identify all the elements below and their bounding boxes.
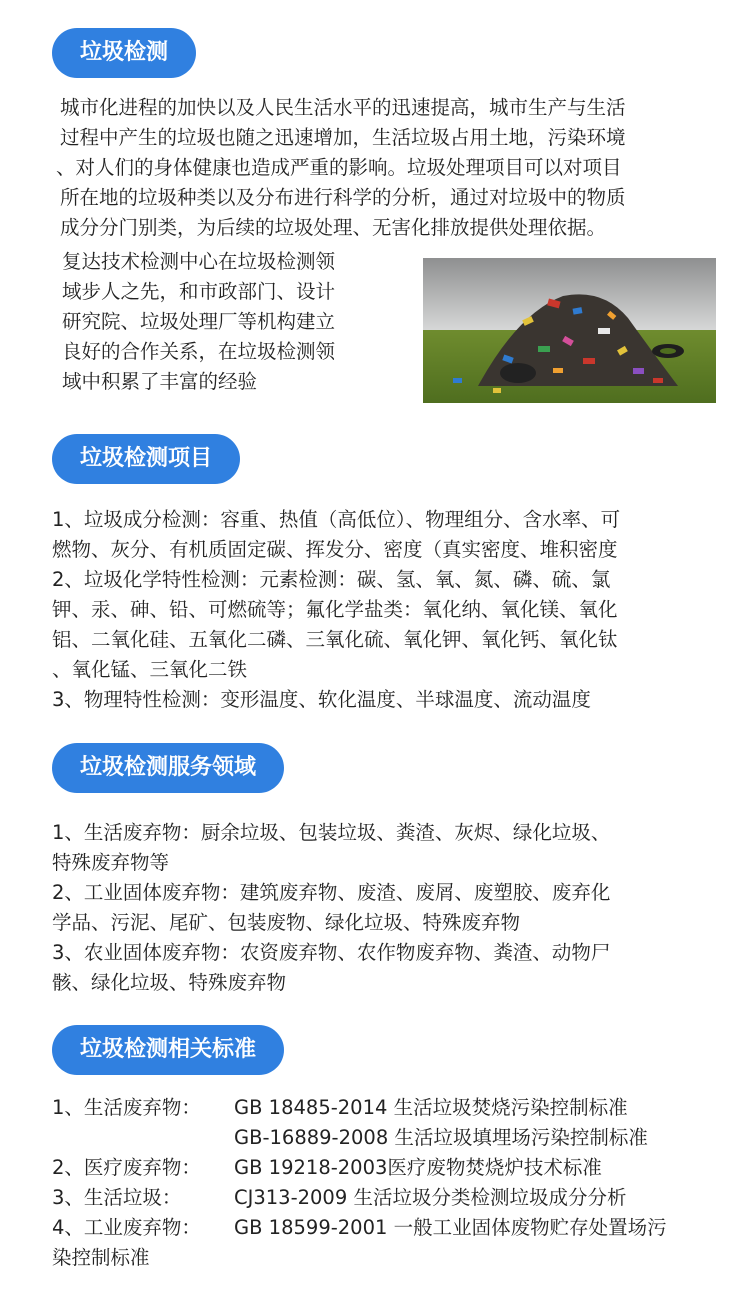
intro-line: 、对人们的身体健康也造成严重的影响。垃圾处理项目可以对项目 (56, 156, 622, 179)
service-fields-list (52, 818, 610, 998)
standard-label: 2、医疗废弃物： (52, 1156, 201, 1179)
company-line: 域中积累了丰富的经验 (62, 370, 258, 393)
intro-line: 所在地的垃圾种类以及分布进行科学的分析，通过对垃圾中的物质 (60, 186, 626, 209)
standard-value: GB 18485-2014 生活垃圾焚烧污染控制标准 (234, 1096, 628, 1119)
company-paragraph (62, 247, 335, 397)
list-item: 3、农业固体废弃物：农资废弃物、农作物废弃物、粪渣、动物尸 (52, 941, 611, 964)
list-item: 学品、污泥、尾矿、包装废物、绿化垃圾、特殊废弃物 (52, 911, 521, 934)
list-item: 1、生活废弃物：厨余垃圾、包装垃圾、粪渣、灰烬、绿化垃圾、 (52, 821, 611, 844)
testing-items-list (52, 505, 620, 715)
list-item: 1、垃圾成分检测：容重、热值（高低位）、物理组分、含水率、可 (52, 508, 621, 531)
list-item: 钾、汞、砷、铅、可燃硫等；氟化学盐类：氧化纳、氧化镁、氧化 (52, 598, 618, 621)
intro-paragraph (56, 93, 626, 243)
intro-line: 城市化进程的加快以及人民生活水平的迅速提高，城市生产与生活 (60, 96, 626, 119)
list-item: 2、垃圾化学特性检测：元素检测：碳、氢、氧、氮、磷、硫、氯 (52, 568, 611, 591)
standard-continuation: 染控制标准 (52, 1246, 150, 1269)
section-title-garbage-testing: 垃圾检测 (52, 28, 196, 78)
company-line: 复达技术检测中心在垃圾检测领 (62, 250, 336, 273)
standards-list (52, 1093, 722, 1273)
intro-line: 过程中产生的垃圾也随之迅速增加，生活垃圾占用土地，污染环境 (60, 126, 626, 149)
standard-row (52, 1093, 722, 1123)
standard-value: GB-16889-2008 生活垃圾填埋场污染控制标准 (234, 1126, 648, 1149)
standard-label: 3、生活垃圾： (52, 1186, 182, 1209)
section-title-service-fields: 垃圾检测服务领域 (52, 743, 284, 793)
list-item: 特殊废弃物等 (52, 851, 170, 874)
standard-label: 4、工业废弃物： (52, 1216, 201, 1239)
section-title-standards: 垃圾检测相关标准 (52, 1025, 284, 1075)
standard-row (52, 1123, 722, 1153)
standard-row (52, 1183, 722, 1213)
intro-line: 成分分门别类，为后续的垃圾处理、无害化排放提供处理依据。 (60, 216, 607, 239)
list-item: 燃物、灰分、有机质固定碳、挥发分、密度（真实密度、堆积密度 (52, 538, 618, 561)
standard-label: 1、生活废弃物： (52, 1096, 201, 1119)
company-line: 良好的合作关系，在垃圾检测领 (62, 340, 336, 363)
standard-value: CJ313-2009 生活垃圾分类检测垃圾成分分析 (234, 1186, 627, 1209)
list-item: 、氧化锰、三氧化二铁 (52, 658, 248, 681)
company-line: 研究院、垃圾处理厂等机构建立 (62, 310, 336, 333)
standard-row (52, 1153, 722, 1183)
list-item: 2、工业固体废弃物：建筑废弃物、废渣、废屑、废塑胶、废弃化 (52, 881, 611, 904)
company-line: 域步人之先，和市政部门、设计 (62, 280, 336, 303)
standard-row (52, 1213, 722, 1243)
standard-value: GB 19218-2003医疗废物焚烧炉技术标准 (234, 1156, 602, 1179)
section-title-testing-items: 垃圾检测项目 (52, 434, 240, 484)
list-item: 铝、二氧化硅、五氧化二磷、三氧化硫、氧化钾、氧化钙、氧化钛 (52, 628, 618, 651)
list-item: 骸、绿化垃圾、特殊废弃物 (52, 971, 287, 994)
list-item: 3、物理特性检测：变形温度、软化温度、半球温度、流动温度 (52, 688, 591, 711)
standard-value: GB 18599-2001 一般工业固体废物贮存处置场污 (234, 1216, 667, 1239)
garbage-pile-photo (423, 258, 716, 403)
